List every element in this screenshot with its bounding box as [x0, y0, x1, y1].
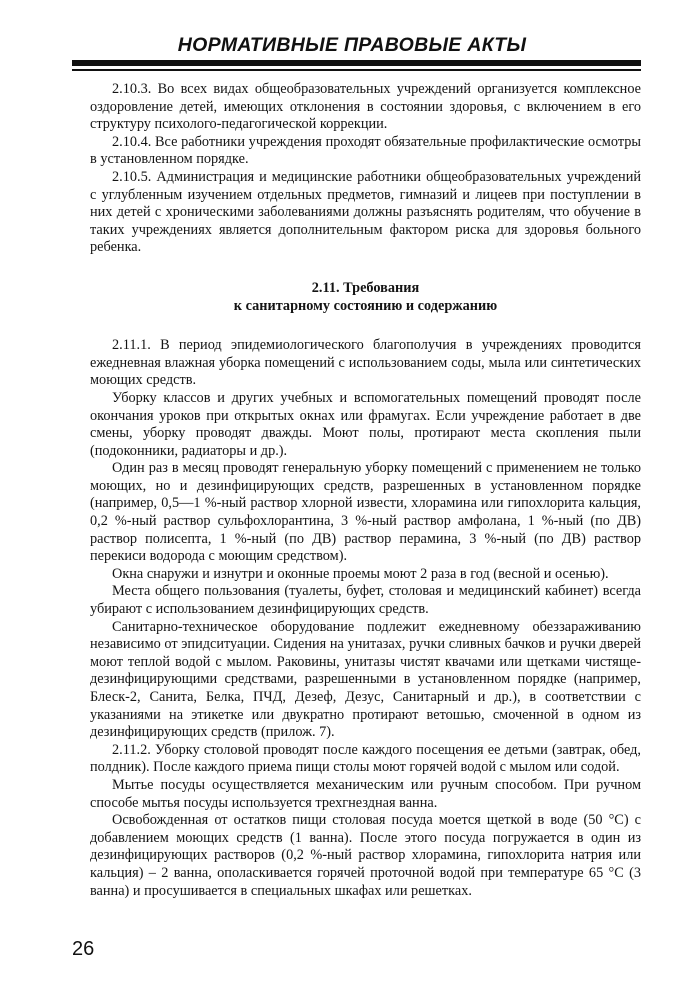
paragraph-2-11-1: 2.11.1. В период эпидемиологического благополучия в учреждениях проводится ежедневная влажная уборка помещений с использованием соды, мыла или синтетических моющих средств. [90, 337, 641, 389]
page-number: 26 [72, 938, 95, 960]
section-heading-line-2: к санитарному состоянию и содержанию [233, 297, 498, 314]
running-header-title: НОРМАТИВНЫЕ ПРАВОВЫЕ АКТЫ [177, 34, 527, 56]
paragraph-common-areas: Места общего пользования (туалеты, буфет, столовая и медицинский кабинет) всегда убирают с использованием дезинфицирующих средств. [90, 583, 641, 618]
paragraph-2-10-4: 2.10.4. Все работники учреждения проходят обязательные профилактические осмотры в установленном порядке. [90, 133, 641, 168]
paragraph-general-cleaning: Один раз в месяц проводят генеральную уборку помещений с применением не только моющих, но и дезинфицирующих средств, разрешенных в установленном порядке (например, 0,5—1 %-ный раствор хлорной извести, хлорамина или гипохлорита кальция, 0,2 %-ный раствор сульфохлорантина, 3 %-ный раствор амфолана, 1 %-ный (по ДВ) раствор полисепта, 1 %-ный (по ДВ) раствор перамина, 3 %-ный (по ДВ) раствор перекиси водорода с моющим средством). [90, 460, 641, 565]
header-rule-thick [72, 60, 641, 66]
paragraph-2-10-3: 2.10.3. Во всех видах общеобразовательных учреждений организуется комплексное оздоровление детей, имеющих отклонения в состоянии здоровья, с включением в его структуру психолого-педагогической коррекции. [90, 81, 641, 133]
body-text [90, 81, 641, 900]
paragraph-windows: Окна снаружи и изнутри и оконные проемы моют 2 раза в год (весной и осенью). [112, 565, 609, 582]
paragraph-dishwashing-method: Мытье посуды осуществляется механическим или ручным способом. При ручном способе мытья посуды используется трехгнездная ванна. [90, 776, 641, 811]
section-heading-line-1: 2.11. Требования [311, 279, 420, 296]
paragraph-2-11-2: 2.11.2. Уборку столовой проводят после каждого посещения ее детьми (завтрак, обед, полдник). После каждого приема пищи столы моют горячей водой с мылом или содой. [90, 741, 641, 776]
paragraph-sanitary-equipment: Санитарно-техническое оборудование подлежит ежедневному обеззараживанию независимо от эпидситуации. Сидения на унитазах, ручки сливных бачков и ручки дверей моют теплой водой с мылом. Раковины, унитазы чистят квачами или щетками чистяще-дезинфицирующими средствами, разрешенными в установленном порядке (например, Блеск-2, Санита, Белка, ПЧД, Дезеф, Дезус, Санитарный и др.), в соответствии с указаниями на этикетке или двукратно протирают ветошью, смоченной в одном из дезинфицирующих средств (прилож. 7). [90, 618, 641, 741]
paragraph-class-cleaning: Уборку классов и других учебных и вспомогательных помещений проводят после окончания уроков при открытых окнах или фрамугах. Если учреждение работает в две смены, уборку проводят дважды. Моют полы, протирают места скопления пыли (подоконники, радиаторы и др.). [90, 389, 641, 459]
section-heading-2-11 [90, 280, 641, 315]
paragraph-dishwashing-procedure: Освобожденная от остатков пищи столовая посуда моется щеткой в воде (50 °С) с добавлением моющих средств (1 ванна). После этого посуда погружается в один из дезинфицирующих растворов (0,2 %-ный раствор хлорамина, гипохлорита натрия или кальция) – 2 ванна, ополаскивается горячей проточной водой при температуре 65 °С (3 ванна) и просушивается в специальных шкафах или решетках. [90, 812, 641, 899]
header-rule-thin [72, 69, 641, 71]
paragraph-2-10-5: 2.10.5. Администрация и медицинские работники общеобразовательных учреждений с углубленным изучением отдельных предметов, гимназий и лицеев при поступлении в них детей с хроническими заболеваниями должны разъяснять родителям, что обучение в таких учреждениях является дополнительным фактором риска для здоровья больного ребенка. [90, 168, 641, 256]
